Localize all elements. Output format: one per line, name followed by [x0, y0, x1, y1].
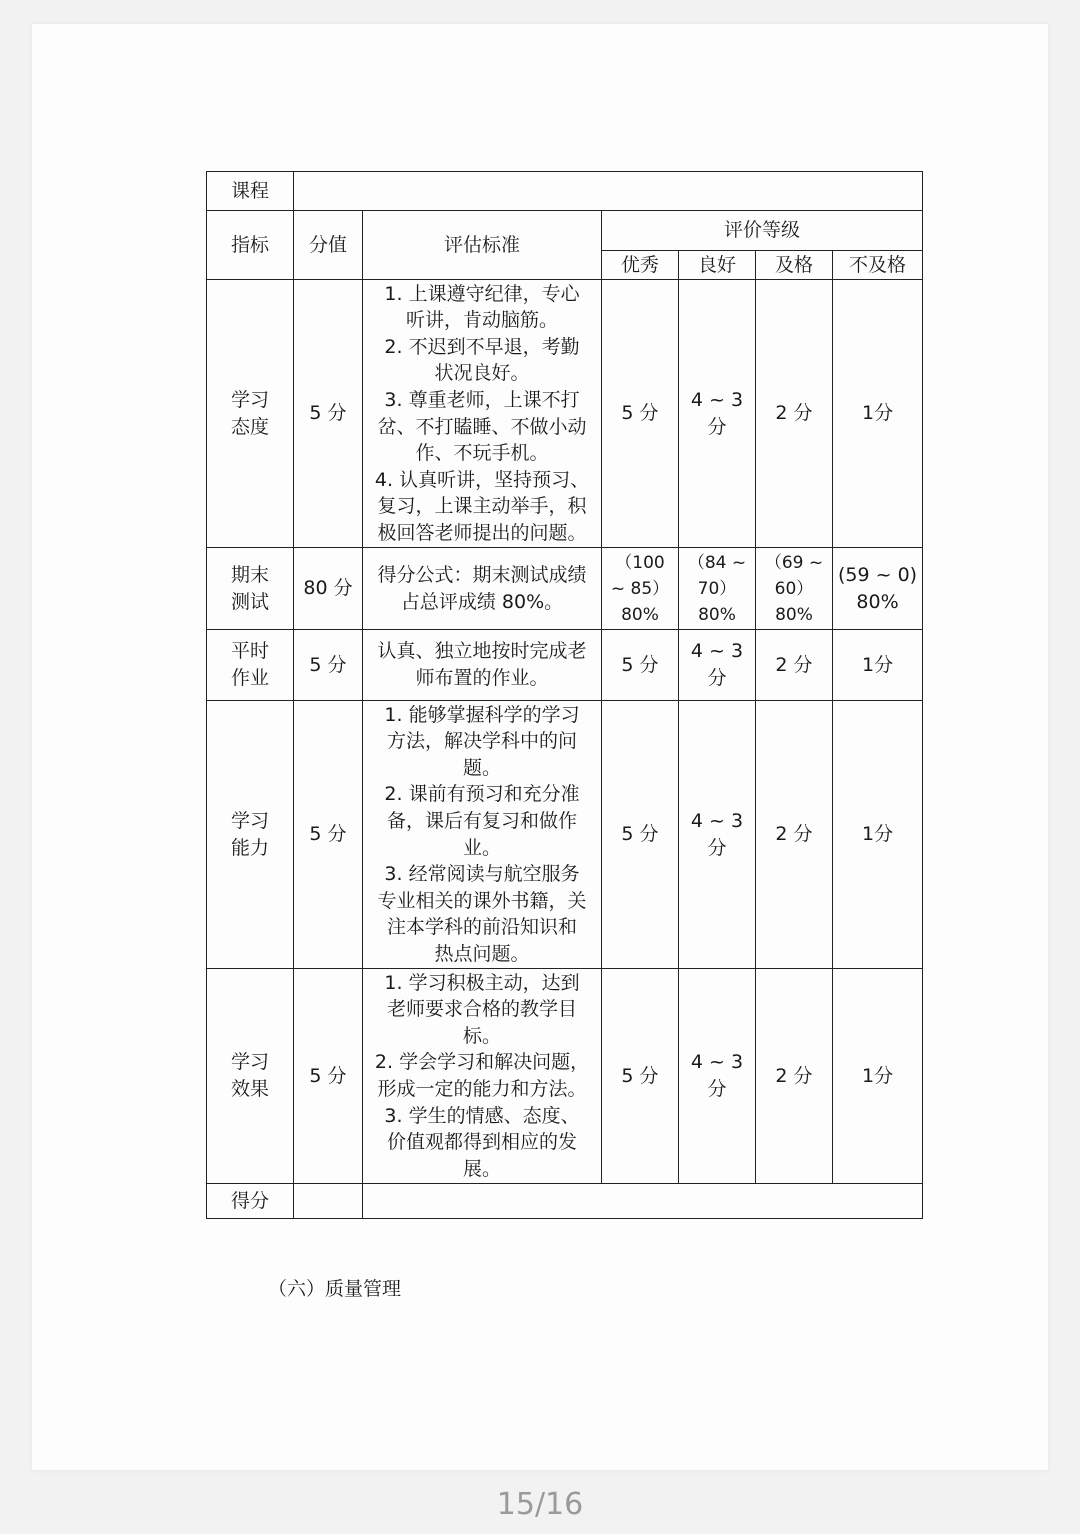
grade-good-cell — [679, 280, 756, 548]
grade-fail-cell — [833, 701, 923, 969]
indicator-cell — [207, 548, 294, 630]
indicator-cell-line: 学习 — [230, 809, 269, 832]
total-value — [363, 1184, 923, 1219]
header-score-value: 分值 — [294, 211, 363, 280]
indicator-cell — [207, 701, 294, 969]
grade-good-cell-line: 4 ~ 3 — [690, 640, 744, 662]
total-score — [294, 1184, 363, 1219]
grade-pass-cell-line: （69 ~ — [764, 552, 824, 573]
header-grade-group: 评价等级 — [602, 211, 923, 251]
indicator-cell-line: 态度 — [230, 415, 269, 438]
grade-excellent-cell — [602, 548, 679, 630]
grade-excellent-cell-line: （100 — [615, 552, 665, 573]
grade-fail-cell-line: 80% — [856, 590, 899, 613]
criteria-cell-line: 注本学科的前沿知识和 — [386, 916, 577, 939]
criteria-cell-line: 题。 — [462, 756, 501, 779]
criteria-cell-line: 状况良好。 — [434, 362, 530, 385]
criteria-cell-line: 4. 认真听讲，坚持预习、 — [374, 468, 590, 491]
grade-pass-cell — [756, 701, 833, 969]
grade-pass-cell-line: 80% — [775, 604, 813, 625]
criteria-cell-line: 听讲，肯动脑筋。 — [405, 309, 558, 332]
indicator-cell — [207, 280, 294, 548]
criteria-cell-line: 认真、独立地按时完成老 — [377, 640, 587, 663]
page-number: 15/16 — [496, 1487, 584, 1522]
criteria-cell-line: 极回答老师提出的问题。 — [377, 521, 587, 544]
criteria-cell-line: 作、不玩手机。 — [415, 442, 549, 465]
indicator-cell-line: 学习 — [230, 388, 269, 411]
grade-good-cell — [679, 548, 756, 630]
indicator-cell-line: 效果 — [230, 1078, 269, 1100]
grade-good-cell-line: 4 ~ 3 — [690, 809, 744, 832]
criteria-cell-line: 标。 — [462, 1024, 501, 1047]
criteria-cell — [363, 701, 602, 969]
grade-excellent-cell-line: 5 分 — [621, 653, 659, 676]
grade-pass-cell-line: 2 分 — [775, 823, 813, 845]
criteria-cell-line: 师布置的作业。 — [415, 667, 549, 689]
course-row — [207, 172, 923, 211]
criteria-cell-line: 占总评成绩 80%。 — [400, 590, 564, 613]
evaluation-table — [206, 171, 923, 1219]
table-row — [207, 548, 923, 630]
criteria-cell-line: 岔、不打瞌睡、不做小动 — [377, 415, 587, 438]
grade-excellent-cell-line: 5 分 — [621, 402, 659, 424]
grade-good-cell-line: 70） — [697, 578, 737, 599]
grade-fail-cell — [833, 969, 923, 1184]
grade-excellent-cell — [602, 630, 679, 701]
grade-pass-cell — [756, 969, 833, 1184]
grade-excellent-cell — [602, 969, 679, 1184]
grade-good-cell-line: 4 ~ 3 — [690, 1051, 744, 1073]
criteria-cell-line: 形成一定的能力和方法。 — [377, 1078, 587, 1100]
indicator-cell — [207, 630, 294, 701]
grade-good-cell-line: 分 — [707, 667, 727, 689]
grade-fail-cell-line: 1分 — [861, 1064, 894, 1087]
criteria-cell-line: 3. 学生的情感、态度、 — [384, 1104, 580, 1127]
grade-fail-cell — [833, 280, 923, 548]
grade-excellent-cell-line: ~ 85） — [610, 578, 670, 599]
grade-fail-cell — [833, 630, 923, 701]
criteria-cell-line: 2. 学会学习和解决问题， — [374, 1051, 590, 1074]
grade-good-cell — [679, 969, 756, 1184]
criteria-cell-line: 备，课后有复习和做作 — [386, 809, 577, 832]
grade-pass-header: 及格 — [756, 251, 833, 280]
header-indicator: 指标 — [207, 211, 294, 280]
criteria-cell-line: 3. 尊重老师，上课不打 — [384, 388, 580, 411]
grade-pass-cell-line: 2 分 — [775, 1064, 813, 1087]
grade-fail-cell-line: 1分 — [861, 823, 894, 845]
grade-excellent-cell-line: 5 分 — [621, 823, 659, 845]
criteria-cell-line: 1. 能够掌握科学的学习 — [384, 703, 580, 726]
criteria-cell-line: 复习，上课主动举手，积 — [377, 495, 587, 518]
course-value — [294, 172, 923, 211]
criteria-cell-line: 老师要求合格的教学目 — [386, 998, 577, 1021]
criteria-cell — [363, 630, 602, 701]
grade-excellent-cell-line: 80% — [621, 604, 659, 625]
criteria-cell-line: 热点问题。 — [434, 942, 530, 965]
grade-pass-cell-line: 2 分 — [775, 402, 813, 424]
score-cell: 5 分 — [294, 280, 363, 548]
course-label: 课程 — [207, 172, 294, 211]
grade-fail-cell-line: (59 ~ 0) — [837, 563, 918, 586]
grade-fail-header: 不及格 — [833, 251, 923, 280]
grade-good-header: 良好 — [679, 251, 756, 280]
criteria-cell-line: 2. 不迟到不早退，考勤 — [384, 335, 580, 358]
grade-good-cell-line: 分 — [707, 415, 727, 438]
criteria-cell-line: 展。 — [462, 1157, 501, 1180]
indicator-cell — [207, 969, 294, 1184]
criteria-cell-line: 方法，解决学科中的问 — [386, 730, 577, 753]
grade-good-cell-line: （84 ~ — [687, 552, 747, 573]
criteria-cell — [363, 969, 602, 1184]
indicator-cell-line: 学习 — [230, 1051, 269, 1073]
indicator-cell-line: 平时 — [230, 640, 269, 662]
grade-excellent-cell — [602, 280, 679, 548]
grade-fail-cell-line: 1分 — [861, 653, 894, 676]
grade-fail-cell-line: 1分 — [861, 402, 894, 424]
section-heading: （六）质量管理 — [268, 1278, 402, 1300]
score-cell: 5 分 — [294, 630, 363, 701]
grade-good-cell — [679, 701, 756, 969]
header-row — [207, 211, 923, 251]
indicator-cell-line: 能力 — [230, 836, 269, 859]
table-row — [207, 701, 923, 969]
criteria-cell-line: 得分公式：期末测试成绩 — [377, 563, 587, 586]
score-cell: 80 分 — [294, 548, 363, 630]
document-page — [32, 24, 1048, 1470]
header-criteria: 评估标准 — [363, 211, 602, 280]
score-cell: 5 分 — [294, 701, 363, 969]
criteria-cell — [363, 548, 602, 630]
table-row — [207, 630, 923, 701]
grade-pass-cell — [756, 280, 833, 548]
criteria-cell-line: 专业相关的课外书籍，关 — [377, 889, 587, 912]
grade-pass-cell — [756, 548, 833, 630]
grade-good-cell-line: 80% — [698, 604, 736, 625]
grade-good-cell-line: 分 — [707, 1078, 727, 1100]
criteria-cell-line: 3. 经常阅读与航空服务 — [384, 863, 580, 886]
grade-excellent-cell — [602, 701, 679, 969]
grade-excellent-cell-line: 5 分 — [621, 1064, 659, 1087]
table-row — [207, 280, 923, 548]
criteria-cell — [363, 280, 602, 548]
criteria-cell-line: 1. 上课遵守纪律，专心 — [384, 282, 580, 305]
criteria-cell-line: 2. 课前有预习和充分准 — [384, 783, 580, 806]
table-row — [207, 969, 923, 1184]
grade-good-cell-line: 分 — [707, 836, 727, 859]
criteria-cell-line: 业。 — [462, 836, 501, 859]
total-label: 得分 — [207, 1184, 294, 1219]
grade-excellent-header: 优秀 — [602, 251, 679, 280]
grade-pass-cell-line: 2 分 — [775, 653, 813, 676]
score-cell: 5 分 — [294, 969, 363, 1184]
criteria-cell-line: 1. 学习积极主动，达到 — [384, 971, 580, 994]
criteria-cell-line: 价值观都得到相应的发 — [386, 1131, 577, 1154]
grade-good-cell-line: 4 ~ 3 — [690, 388, 744, 411]
grade-fail-cell — [833, 548, 923, 630]
grade-pass-cell-line: 60） — [774, 578, 814, 599]
indicator-cell-line: 作业 — [230, 667, 269, 689]
indicator-cell-line: 期末 — [230, 563, 269, 586]
grade-good-cell — [679, 630, 756, 701]
indicator-cell-line: 测试 — [230, 590, 269, 613]
grade-pass-cell — [756, 630, 833, 701]
total-row — [207, 1184, 923, 1219]
